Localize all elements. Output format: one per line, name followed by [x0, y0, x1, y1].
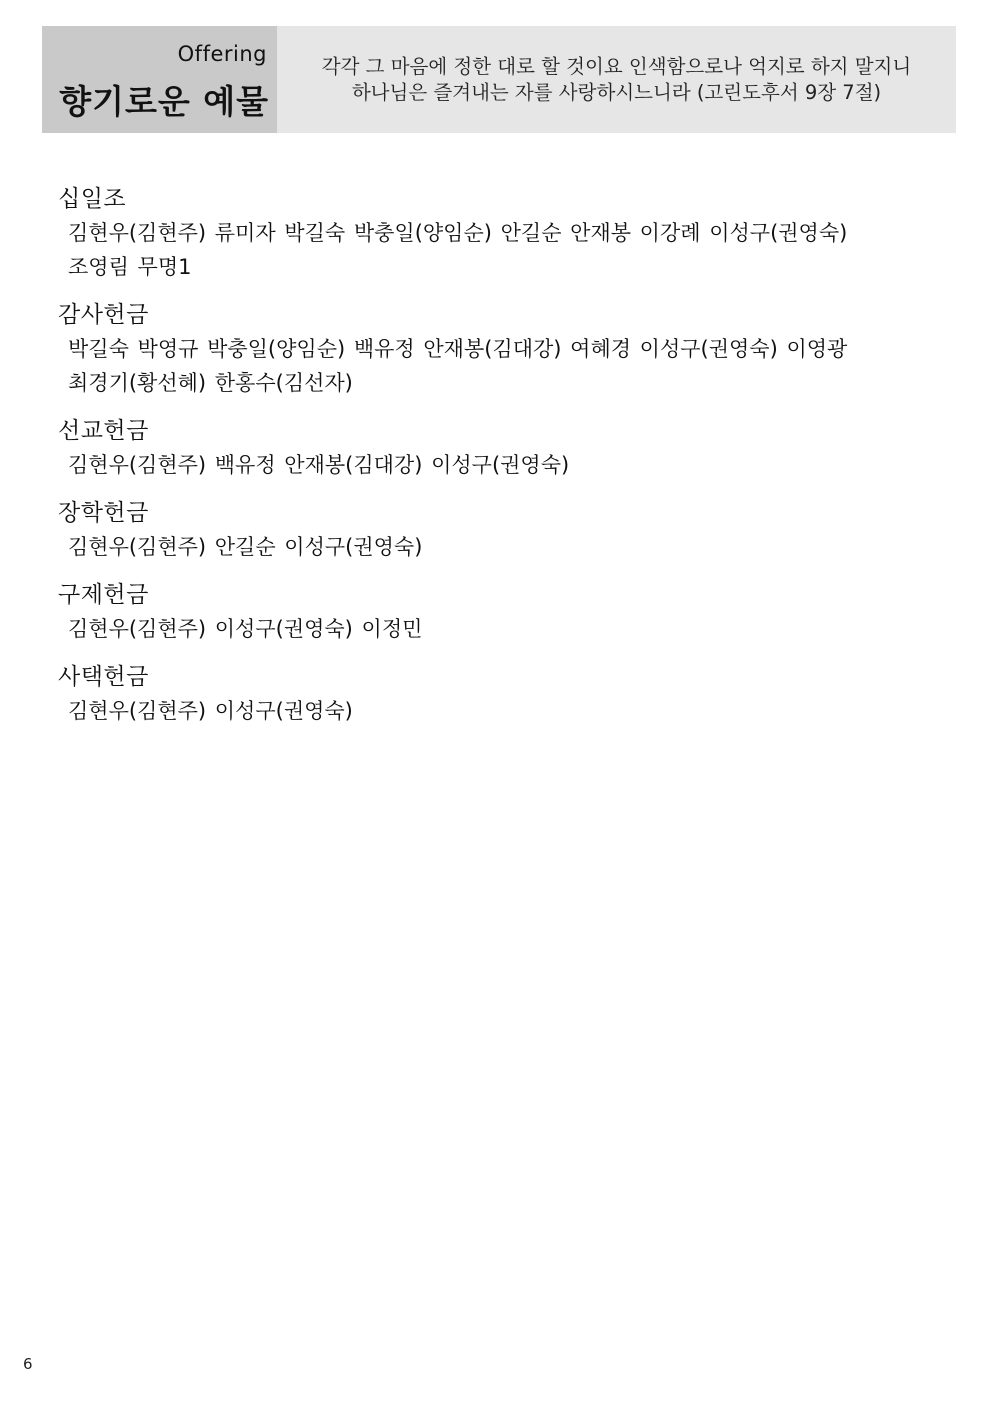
section-names-line: 박길숙 박영규 박충일(양임순) 백유정 안재봉(김대강) 여혜경 이성구(권영숙) 이영광: [68, 337, 848, 361]
header-korean-title: 향기로운 예물: [59, 82, 269, 121]
header-verse: [287, 54, 946, 106]
section-thanksgiving: [58, 298, 938, 400]
offering-list: [58, 182, 938, 742]
section-names-line: 조영림 무명1: [68, 255, 192, 279]
verse-line-1: 각각 그 마음에 정한 대로 할 것이요 인색함으로나 억지로 하지 말지니: [321, 55, 912, 78]
header-title-block: [42, 26, 277, 133]
section-title: 장학헌금: [58, 500, 149, 526]
section-tithe: [58, 182, 938, 284]
section-title: 사택헌금: [58, 664, 149, 690]
section-title: 구제헌금: [58, 582, 149, 608]
section-relief: [58, 578, 938, 646]
header-banner: [42, 26, 956, 133]
section-names-line: 김현우(김현주) 이성구(권영숙): [68, 699, 353, 723]
section-title: 십일조: [58, 186, 127, 212]
section-scholarship: [58, 496, 938, 564]
verse-line-2: 하나님은 즐겨내는 자를 사랑하시느니라 (고린도후서 9장 7절): [351, 81, 882, 104]
section-title: 선교헌금: [58, 418, 149, 444]
header-english-title: Offering: [177, 42, 267, 66]
section-parsonage: [58, 660, 938, 728]
section-names-line: 김현우(김현주) 안길순 이성구(권영숙): [68, 535, 423, 559]
page-number: 6: [23, 1355, 33, 1373]
section-title: 감사헌금: [58, 302, 149, 328]
section-names-line: 김현우(김현주) 백유정 안재봉(김대강) 이성구(권영숙): [68, 453, 570, 477]
section-names-line: 최경기(황선혜) 한홍수(김선자): [68, 371, 353, 395]
section-names-line: 김현우(김현주) 류미자 박길숙 박충일(양임순) 안길순 안재봉 이강례 이성구(권영숙): [68, 221, 848, 245]
section-mission: [58, 414, 938, 482]
section-names-line: 김현우(김현주) 이성구(권영숙) 이정민: [68, 617, 423, 641]
